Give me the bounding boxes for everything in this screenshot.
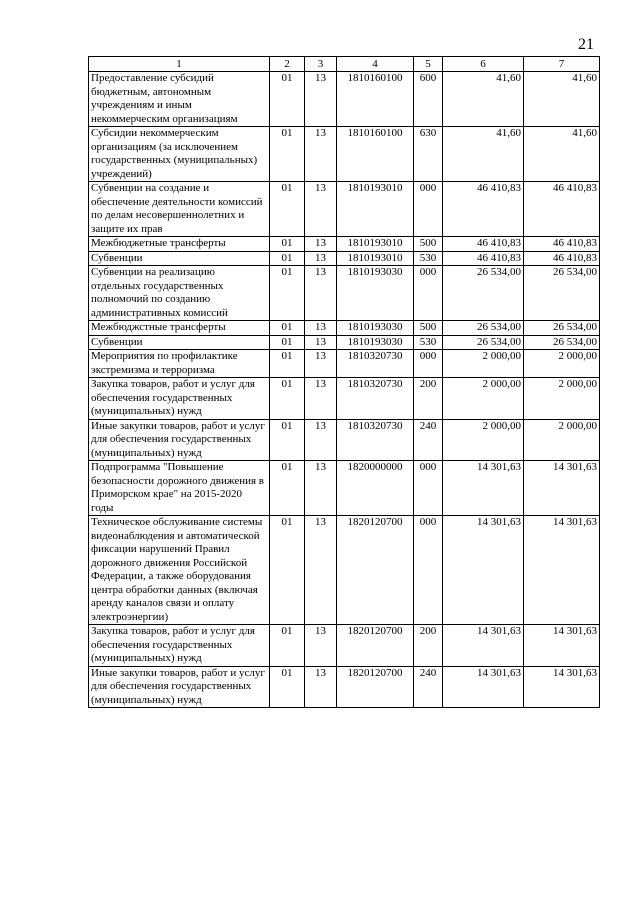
- amount-col7: 2 000,00: [524, 419, 600, 461]
- section-code: 01: [270, 625, 305, 667]
- table-row: [89, 321, 600, 336]
- table-row: [89, 251, 600, 266]
- expense-type-code: 600: [414, 72, 443, 127]
- amount-col7: 26 534,00: [524, 266, 600, 321]
- subsection-code: 13: [305, 127, 337, 182]
- subsection-code: 13: [305, 266, 337, 321]
- amount-col6: 46 410,83: [443, 251, 524, 266]
- subsection-code: 13: [305, 461, 337, 516]
- amount-col6: 26 534,00: [443, 335, 524, 350]
- table-row: [89, 266, 600, 321]
- expense-type-code: 000: [414, 516, 443, 625]
- amount-col7: 2 000,00: [524, 378, 600, 420]
- row-name: Межбюджстные трансферты: [89, 321, 270, 336]
- section-code: 01: [270, 350, 305, 378]
- target-article-code: 1810193030: [337, 321, 414, 336]
- target-article-code: 1810193010: [337, 182, 414, 237]
- expense-type-code: 500: [414, 237, 443, 252]
- amount-col7: 14 301,63: [524, 516, 600, 625]
- row-name: Закупка товаров, работ и услуг для обеспечения государственных (муниципальных) нужд: [89, 378, 270, 420]
- column-header: 7: [524, 57, 600, 72]
- amount-col6: 41,60: [443, 72, 524, 127]
- target-article-code: 1810160100: [337, 72, 414, 127]
- row-name: Субвенции на создание и обеспечение деятельности комиссий по делам несовершеннолетних и защите их прав: [89, 182, 270, 237]
- table-row: [89, 625, 600, 667]
- target-article-code: 1810320730: [337, 419, 414, 461]
- table-row: [89, 461, 600, 516]
- amount-col7: 14 301,63: [524, 461, 600, 516]
- subsection-code: 13: [305, 321, 337, 336]
- table-row: [89, 72, 600, 127]
- target-article-code: 1820120700: [337, 625, 414, 667]
- amount-col6: 2 000,00: [443, 419, 524, 461]
- section-code: 01: [270, 516, 305, 625]
- subsection-code: 13: [305, 666, 337, 708]
- table-row: [89, 237, 600, 252]
- column-header: 1: [89, 57, 270, 72]
- row-name: Предоставление субсидий бюджетным, автономным учреждениям и иным некоммерческим организациям: [89, 72, 270, 127]
- expense-type-code: 630: [414, 127, 443, 182]
- target-article-code: 1810320730: [337, 350, 414, 378]
- expense-type-code: 000: [414, 350, 443, 378]
- expense-type-code: 000: [414, 266, 443, 321]
- section-code: 01: [270, 72, 305, 127]
- row-name: Иные закупки товаров, работ и услуг для обеспечения государственных (муниципальных) нужд: [89, 666, 270, 708]
- subsection-code: 13: [305, 516, 337, 625]
- row-name: Межбюджетные трансферты: [89, 237, 270, 252]
- section-code: 01: [270, 237, 305, 252]
- section-code: 01: [270, 419, 305, 461]
- row-name: Закупка товаров, работ и услуг для обеспечения государственных (муниципальных) нужд: [89, 625, 270, 667]
- column-header: 5: [414, 57, 443, 72]
- table-row: [89, 378, 600, 420]
- table-row: [89, 335, 600, 350]
- target-article-code: 1810160100: [337, 127, 414, 182]
- expense-type-code: 200: [414, 625, 443, 667]
- target-article-code: 1810320730: [337, 378, 414, 420]
- expense-type-code: 530: [414, 335, 443, 350]
- row-name: Субсидии некоммерческим организациям (за исключением государственных (муниципальных) учреждений): [89, 127, 270, 182]
- subsection-code: 13: [305, 419, 337, 461]
- page-number: 21: [578, 36, 594, 53]
- column-header: 3: [305, 57, 337, 72]
- section-code: 01: [270, 127, 305, 182]
- table-row: [89, 666, 600, 708]
- table-row: [89, 516, 600, 625]
- row-name: Субвенции: [89, 335, 270, 350]
- expense-type-code: 240: [414, 419, 443, 461]
- section-code: 01: [270, 251, 305, 266]
- column-header: 4: [337, 57, 414, 72]
- amount-col6: 14 301,63: [443, 461, 524, 516]
- target-article-code: 1820000000: [337, 461, 414, 516]
- amount-col6: 41,60: [443, 127, 524, 182]
- amount-col7: 41,60: [524, 127, 600, 182]
- target-article-code: 1810193010: [337, 237, 414, 252]
- amount-col6: 14 301,63: [443, 516, 524, 625]
- budget-table: [88, 56, 600, 708]
- row-name: Субвенции: [89, 251, 270, 266]
- section-code: 01: [270, 666, 305, 708]
- amount-col6: 46 410,83: [443, 182, 524, 237]
- subsection-code: 13: [305, 182, 337, 237]
- section-code: 01: [270, 461, 305, 516]
- expense-type-code: 000: [414, 182, 443, 237]
- row-name: Субвенции на реализацию отдельных государственных полномочий по созданию административных комиссий: [89, 266, 270, 321]
- target-article-code: 1810193030: [337, 335, 414, 350]
- section-code: 01: [270, 378, 305, 420]
- subsection-code: 13: [305, 72, 337, 127]
- row-name: Иные закупки товаров, работ и услуг для обеспечения государственных (муниципальных) нужд: [89, 419, 270, 461]
- amount-col7: 41,60: [524, 72, 600, 127]
- subsection-code: 13: [305, 335, 337, 350]
- table-row: [89, 127, 600, 182]
- amount-col6: 46 410,83: [443, 237, 524, 252]
- amount-col7: 14 301,63: [524, 625, 600, 667]
- row-name: Техническое обслуживание системы видеонаблюдения и автоматической фиксации нарушений Правил дорожного движения Российской Федерации, а также оборудования центра обработки данных (включая аренду каналов связи и оплату электроэнергии): [89, 516, 270, 625]
- target-article-code: 1820120700: [337, 666, 414, 708]
- row-name: Мероприятия по профилактике экстремизма и терроризма: [89, 350, 270, 378]
- subsection-code: 13: [305, 350, 337, 378]
- amount-col7: 26 534,00: [524, 321, 600, 336]
- expense-type-code: 000: [414, 461, 443, 516]
- expense-type-code: 200: [414, 378, 443, 420]
- amount-col7: 2 000,00: [524, 350, 600, 378]
- section-code: 01: [270, 321, 305, 336]
- target-article-code: 1810193010: [337, 251, 414, 266]
- subsection-code: 13: [305, 237, 337, 252]
- amount-col6: 2 000,00: [443, 350, 524, 378]
- target-article-code: 1810193030: [337, 266, 414, 321]
- section-code: 01: [270, 266, 305, 321]
- table-row: [89, 419, 600, 461]
- table-row: [89, 350, 600, 378]
- subsection-code: 13: [305, 378, 337, 420]
- expense-type-code: 500: [414, 321, 443, 336]
- amount-col7: 26 534,00: [524, 335, 600, 350]
- amount-col7: 46 410,83: [524, 237, 600, 252]
- amount-col6: 14 301,63: [443, 666, 524, 708]
- amount-col6: 2 000,00: [443, 378, 524, 420]
- column-header: 2: [270, 57, 305, 72]
- target-article-code: 1820120700: [337, 516, 414, 625]
- expense-type-code: 240: [414, 666, 443, 708]
- amount-col6: 26 534,00: [443, 266, 524, 321]
- section-code: 01: [270, 335, 305, 350]
- expense-type-code: 530: [414, 251, 443, 266]
- table-header-row: [89, 57, 600, 72]
- amount-col6: 26 534,00: [443, 321, 524, 336]
- section-code: 01: [270, 182, 305, 237]
- amount-col7: 14 301,63: [524, 666, 600, 708]
- amount-col7: 46 410,83: [524, 182, 600, 237]
- amount-col7: 46 410,83: [524, 251, 600, 266]
- subsection-code: 13: [305, 251, 337, 266]
- subsection-code: 13: [305, 625, 337, 667]
- table-row: [89, 182, 600, 237]
- row-name: Подпрограмма "Повышение безопасности дорожного движения в Приморском крае" на 2015-2020 годы: [89, 461, 270, 516]
- amount-col6: 14 301,63: [443, 625, 524, 667]
- column-header: 6: [443, 57, 524, 72]
